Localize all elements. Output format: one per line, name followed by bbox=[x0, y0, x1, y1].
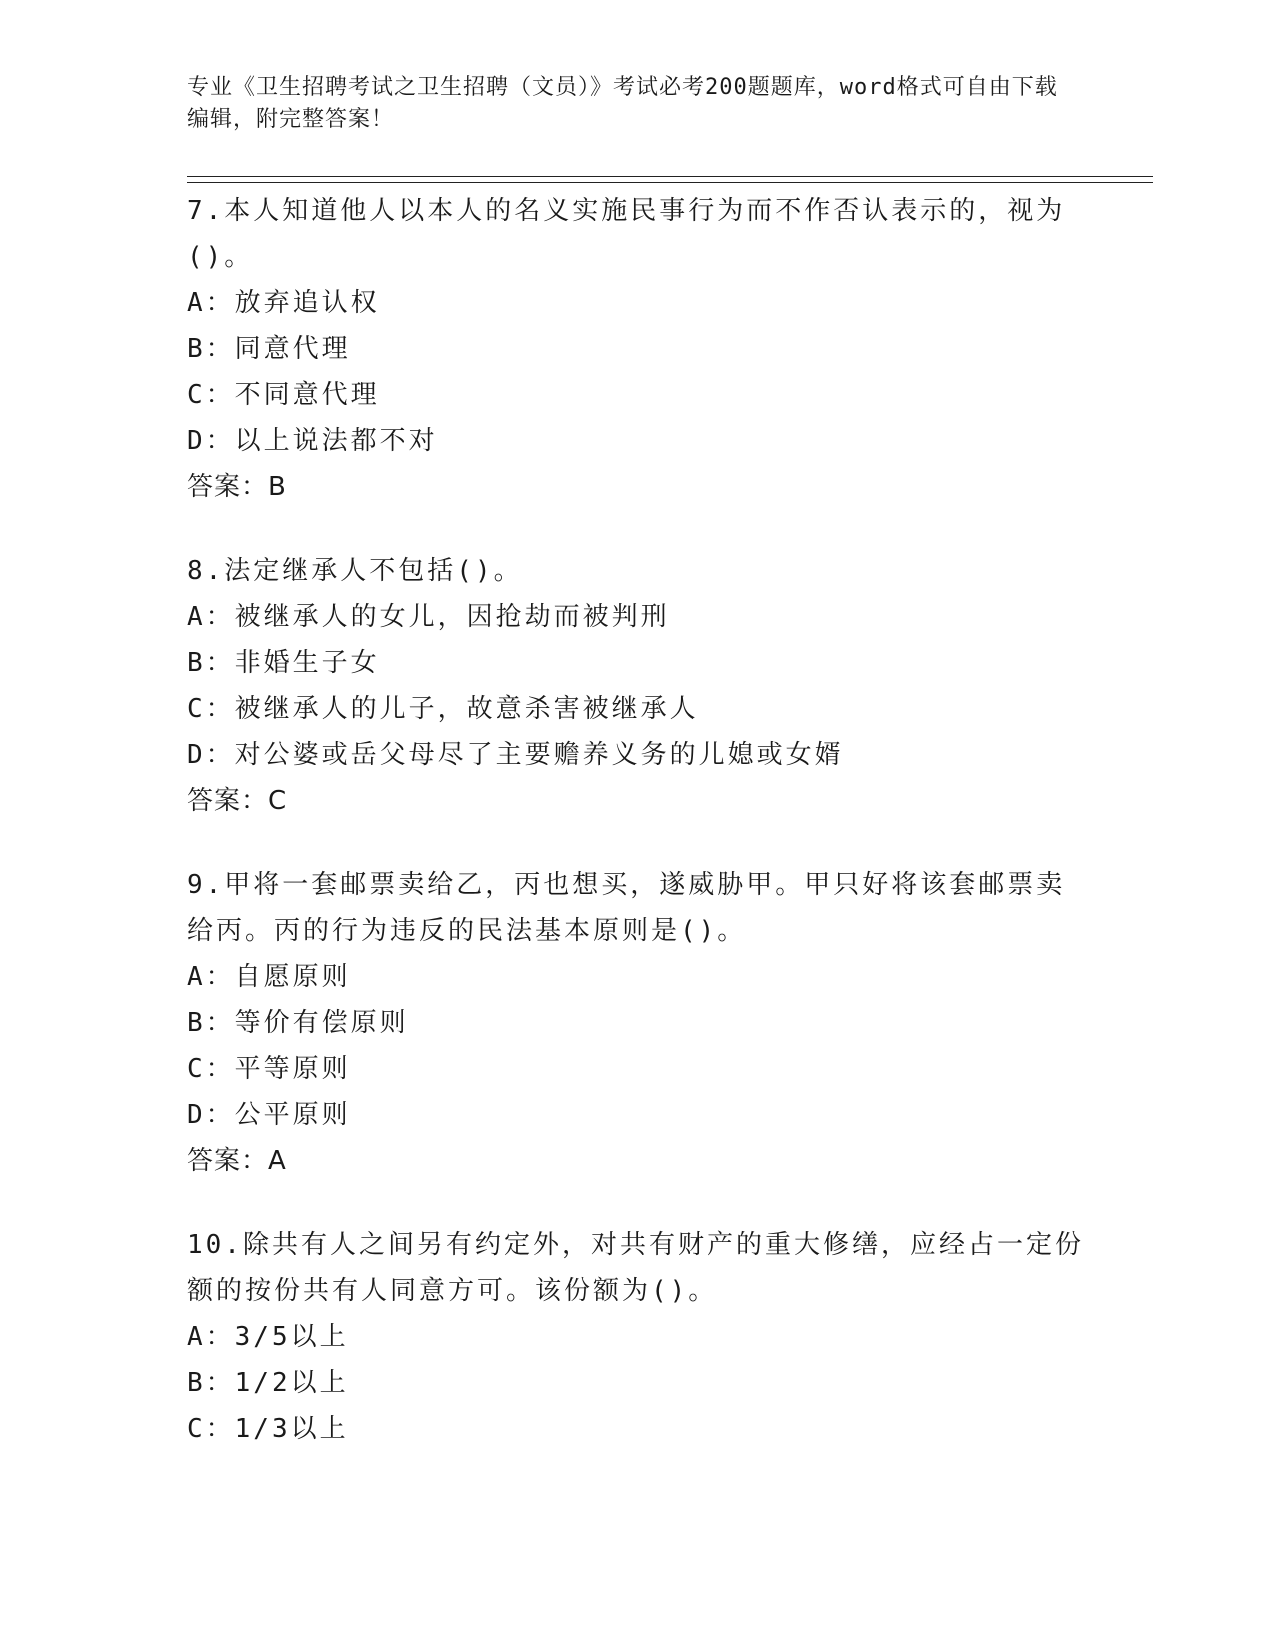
question-stem: 7.本人知道他人以本人的名义实施民事行为而不作否认表示的，视为()。 bbox=[187, 196, 1066, 272]
header-divider-top bbox=[187, 176, 1153, 177]
option-b: B：非婚生子女 bbox=[187, 648, 380, 678]
option-d: D：对公婆或岳父母尽了主要赡养义务的儿媳或女婿 bbox=[187, 740, 844, 770]
answer-line: 答案：B bbox=[187, 472, 287, 502]
question-8 bbox=[187, 548, 1087, 824]
option-b: B：1/2以上 bbox=[187, 1368, 349, 1398]
document-header: 专业《卫生招聘考试之卫生招聘（文员）》考试必考200题题库，word格式可自由下载编辑，附完整答案！ bbox=[187, 75, 1058, 132]
answer-line: 答案：C bbox=[187, 786, 288, 816]
option-c: C：被继承人的儿子，故意杀害被继承人 bbox=[187, 694, 699, 724]
question-9 bbox=[187, 862, 1087, 1184]
answer-line: 答案：A bbox=[187, 1146, 287, 1176]
option-a: A：放弃追认权 bbox=[187, 288, 380, 318]
option-b: B：等价有偿原则 bbox=[187, 1008, 409, 1038]
question-list bbox=[187, 188, 1087, 1490]
option-d: D：公平原则 bbox=[187, 1100, 351, 1130]
option-b: B：同意代理 bbox=[187, 334, 351, 364]
option-d: D：以上说法都不对 bbox=[187, 426, 438, 456]
question-stem: 9.甲将一套邮票卖给乙，丙也想买，遂威胁甲。甲只好将该套邮票卖给丙。丙的行为违反的民法基本原则是()。 bbox=[187, 870, 1066, 946]
question-stem: 8.法定继承人不包括()。 bbox=[187, 556, 523, 586]
question-stem: 10.除共有人之间另有约定外，对共有财产的重大修缮，应经占一定份额的按份共有人同意方可。该份额为()。 bbox=[187, 1230, 1084, 1306]
option-c: C：1/3以上 bbox=[187, 1414, 349, 1444]
option-c: C：平等原则 bbox=[187, 1054, 351, 1084]
question-7 bbox=[187, 188, 1087, 510]
header-divider-bottom bbox=[187, 182, 1153, 183]
option-a: A：自愿原则 bbox=[187, 962, 351, 992]
option-c: C：不同意代理 bbox=[187, 380, 380, 410]
question-10 bbox=[187, 1222, 1087, 1452]
option-a: A：3/5以上 bbox=[187, 1322, 349, 1352]
option-a: A：被继承人的女儿，因抢劫而被判刑 bbox=[187, 602, 670, 632]
